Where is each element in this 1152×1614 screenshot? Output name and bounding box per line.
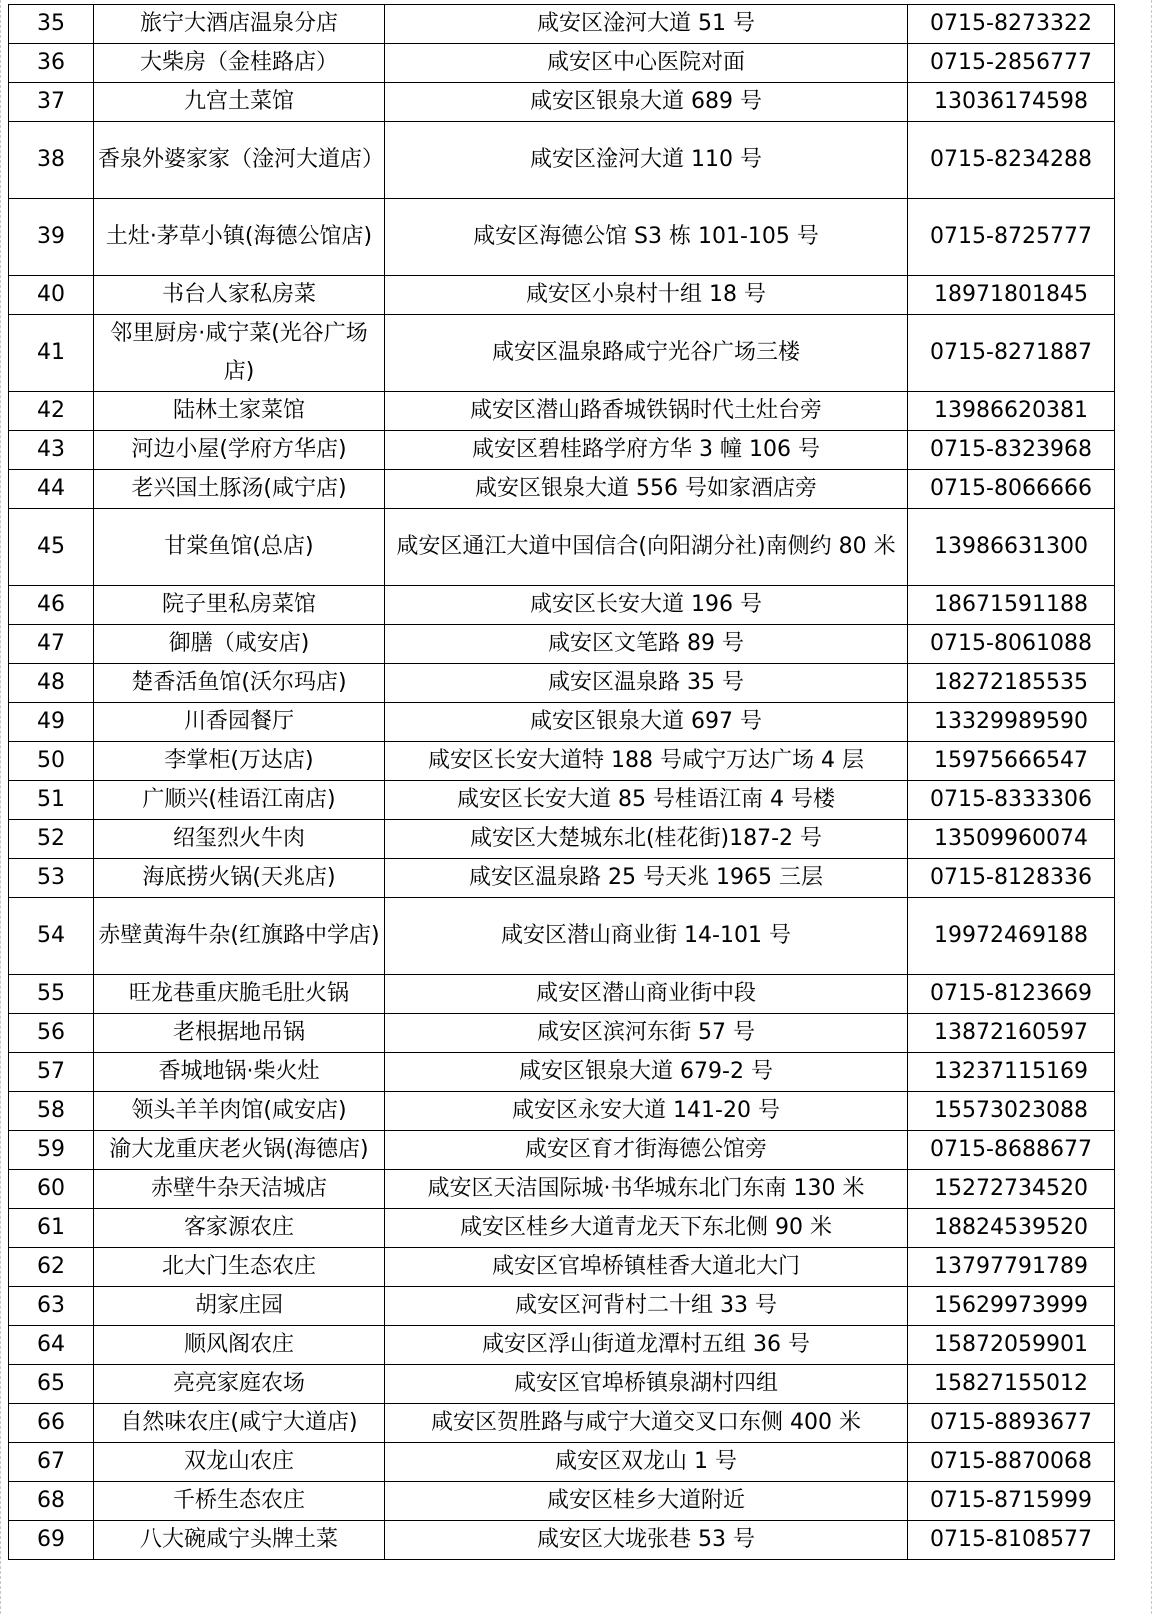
address: 咸安区银泉大道 689 号 (385, 83, 908, 122)
restaurant-name: 渝大龙重庆老火锅(海德店) (94, 1131, 385, 1170)
phone-number: 0715-8123669 (908, 975, 1115, 1014)
table-row (9, 859, 1115, 898)
restaurant-name: 陆林土家菜馆 (94, 392, 385, 431)
address: 咸安区官埠桥镇泉湖村四组 (385, 1365, 908, 1404)
restaurant-name: 赤壁牛杂天洁城店 (94, 1170, 385, 1209)
restaurant-name: 自然味农庄(咸宁大道店) (94, 1404, 385, 1443)
restaurant-name: 老根据地吊锅 (94, 1014, 385, 1053)
table-row (9, 122, 1115, 199)
address: 咸安区银泉大道 556 号如家酒店旁 (385, 470, 908, 509)
restaurant-name: 亮亮家庭农场 (94, 1365, 385, 1404)
restaurant-name: 香城地锅·柴火灶 (94, 1053, 385, 1092)
table-row (9, 392, 1115, 431)
phone-number: 0715-8893677 (908, 1404, 1115, 1443)
restaurant-name: 大柴房（金桂路店） (94, 44, 385, 83)
table-row (9, 898, 1115, 975)
address: 咸安区河背村二十组 33 号 (385, 1287, 908, 1326)
row-number: 42 (9, 392, 94, 431)
address: 咸安区桂乡大道附近 (385, 1482, 908, 1521)
row-number: 59 (9, 1131, 94, 1170)
row-number: 56 (9, 1014, 94, 1053)
address: 咸安区碧桂路学府方华 3 幢 106 号 (385, 431, 908, 470)
row-number: 67 (9, 1443, 94, 1482)
address: 咸安区大楚城东北(桂花街)187-2 号 (385, 820, 908, 859)
phone-number: 13509960074 (908, 820, 1115, 859)
table-row (9, 1131, 1115, 1170)
row-number: 50 (9, 742, 94, 781)
address: 咸安区官埠桥镇桂香大道北大门 (385, 1248, 908, 1287)
address: 咸安区贺胜路与咸宁大道交叉口东侧 400 米 (385, 1404, 908, 1443)
table-row (9, 1443, 1115, 1482)
row-number: 43 (9, 431, 94, 470)
phone-number: 13329989590 (908, 703, 1115, 742)
restaurant-name: 书台人家私房菜 (94, 276, 385, 315)
address: 咸安区双龙山 1 号 (385, 1443, 908, 1482)
phone-number: 0715-8273322 (908, 5, 1115, 44)
phone-number: 0715-2856777 (908, 44, 1115, 83)
table-row (9, 1053, 1115, 1092)
row-number: 38 (9, 122, 94, 199)
table-row (9, 1365, 1115, 1404)
address: 咸安区滨河东街 57 号 (385, 1014, 908, 1053)
row-number: 37 (9, 83, 94, 122)
table-row (9, 5, 1115, 44)
restaurant-name: 院子里私房菜馆 (94, 586, 385, 625)
phone-number: 13797791789 (908, 1248, 1115, 1287)
address: 咸安区文笔路 89 号 (385, 625, 908, 664)
table-row (9, 781, 1115, 820)
row-number: 44 (9, 470, 94, 509)
restaurant-name: 御膳（咸安店) (94, 625, 385, 664)
table-row (9, 431, 1115, 470)
table-body (9, 5, 1115, 1560)
phone-number: 15975666547 (908, 742, 1115, 781)
phone-number: 15872059901 (908, 1326, 1115, 1365)
row-number: 35 (9, 5, 94, 44)
row-number: 58 (9, 1092, 94, 1131)
restaurant-name: 顺风阁农庄 (94, 1326, 385, 1365)
address: 咸安区长安大道特 188 号咸宁万达广场 4 层 (385, 742, 908, 781)
row-number: 63 (9, 1287, 94, 1326)
address: 咸安区银泉大道 679-2 号 (385, 1053, 908, 1092)
row-number: 55 (9, 975, 94, 1014)
row-number: 41 (9, 315, 94, 392)
address: 咸安区潜山商业街 14-101 号 (385, 898, 908, 975)
row-number: 60 (9, 1170, 94, 1209)
restaurant-name: 北大门生态农庄 (94, 1248, 385, 1287)
phone-number: 15272734520 (908, 1170, 1115, 1209)
address: 咸安区潜山商业街中段 (385, 975, 908, 1014)
phone-number: 13036174598 (908, 83, 1115, 122)
row-number: 65 (9, 1365, 94, 1404)
row-number: 53 (9, 859, 94, 898)
address: 咸安区天洁国际城·书华城东北门东南 130 米 (385, 1170, 908, 1209)
address: 咸安区永安大道 141-20 号 (385, 1092, 908, 1131)
address: 咸安区温泉路 25 号天兆 1965 三层 (385, 859, 908, 898)
restaurant-name: 客家源农庄 (94, 1209, 385, 1248)
phone-number: 18824539520 (908, 1209, 1115, 1248)
row-number: 48 (9, 664, 94, 703)
restaurant-name: 领头羊羊肉馆(咸安店) (94, 1092, 385, 1131)
address: 咸安区海德公馆 S3 栋 101-105 号 (385, 199, 908, 276)
table-row (9, 276, 1115, 315)
table-row (9, 1092, 1115, 1131)
address: 咸安区温泉路咸宁光谷广场三楼 (385, 315, 908, 392)
table-row (9, 625, 1115, 664)
table-row (9, 1482, 1115, 1521)
table-row (9, 1209, 1115, 1248)
restaurant-name: 邻里厨房·咸宁菜(光谷广场店) (94, 315, 385, 392)
row-number: 64 (9, 1326, 94, 1365)
row-number: 47 (9, 625, 94, 664)
restaurant-name: 九宫土菜馆 (94, 83, 385, 122)
phone-number: 0715-8323968 (908, 431, 1115, 470)
table-row (9, 1404, 1115, 1443)
restaurant-name: 千桥生态农庄 (94, 1482, 385, 1521)
phone-number: 13986631300 (908, 509, 1115, 586)
row-number: 45 (9, 509, 94, 586)
phone-number: 13237115169 (908, 1053, 1115, 1092)
restaurant-name: 海底捞火锅(天兆店) (94, 859, 385, 898)
phone-number: 0715-8333306 (908, 781, 1115, 820)
table-row (9, 1521, 1115, 1560)
restaurant-table (8, 4, 1115, 1560)
address: 咸安区桂乡大道青龙天下东北侧 90 米 (385, 1209, 908, 1248)
table-row (9, 1287, 1115, 1326)
restaurant-name: 楚香活鱼馆(沃尔玛店) (94, 664, 385, 703)
address: 咸安区大垅张巷 53 号 (385, 1521, 908, 1560)
address: 咸安区淦河大道 110 号 (385, 122, 908, 199)
table-row (9, 44, 1115, 83)
address: 咸安区淦河大道 51 号 (385, 5, 908, 44)
phone-number: 0715-8061088 (908, 625, 1115, 664)
row-number: 52 (9, 820, 94, 859)
table-row (9, 975, 1115, 1014)
row-number: 51 (9, 781, 94, 820)
table-row (9, 470, 1115, 509)
restaurant-name: 河边小屋(学府方华店) (94, 431, 385, 470)
restaurant-name: 老兴国土豚汤(咸宁店) (94, 470, 385, 509)
address: 咸安区浮山街道龙潭村五组 36 号 (385, 1326, 908, 1365)
table-row (9, 509, 1115, 586)
phone-number: 19972469188 (908, 898, 1115, 975)
row-number: 40 (9, 276, 94, 315)
address: 咸安区温泉路 35 号 (385, 664, 908, 703)
restaurant-name: 旅宁大酒店温泉分店 (94, 5, 385, 44)
restaurant-name: 双龙山农庄 (94, 1443, 385, 1482)
phone-number: 0715-8066666 (908, 470, 1115, 509)
row-number: 62 (9, 1248, 94, 1287)
table-row (9, 664, 1115, 703)
row-number: 54 (9, 898, 94, 975)
address: 咸安区中心医院对面 (385, 44, 908, 83)
phone-number: 0715-8688677 (908, 1131, 1115, 1170)
phone-number: 0715-8128336 (908, 859, 1115, 898)
restaurant-name: 香泉外婆家家（淦河大道店） (94, 122, 385, 199)
table-row (9, 83, 1115, 122)
address: 咸安区通江大道中国信合(向阳湖分社)南侧约 80 米 (385, 509, 908, 586)
row-number: 66 (9, 1404, 94, 1443)
address: 咸安区长安大道 196 号 (385, 586, 908, 625)
restaurant-name: 土灶·茅草小镇(海德公馆店) (94, 199, 385, 276)
address: 咸安区银泉大道 697 号 (385, 703, 908, 742)
table-row (9, 742, 1115, 781)
table-row (9, 315, 1115, 392)
table-row (9, 1326, 1115, 1365)
address: 咸安区育才街海德公馆旁 (385, 1131, 908, 1170)
table-row (9, 586, 1115, 625)
row-number: 46 (9, 586, 94, 625)
address: 咸安区小泉村十组 18 号 (385, 276, 908, 315)
restaurant-name: 旺龙巷重庆脆毛肚火锅 (94, 975, 385, 1014)
phone-number: 0715-8725777 (908, 199, 1115, 276)
table-row (9, 1014, 1115, 1053)
phone-number: 13872160597 (908, 1014, 1115, 1053)
phone-number: 0715-8271887 (908, 315, 1115, 392)
phone-number: 0715-8715999 (908, 1482, 1115, 1521)
phone-number: 13986620381 (908, 392, 1115, 431)
phone-number: 15573023088 (908, 1092, 1115, 1131)
row-number: 36 (9, 44, 94, 83)
row-number: 39 (9, 199, 94, 276)
phone-number: 15827155012 (908, 1365, 1115, 1404)
restaurant-name: 胡家庄园 (94, 1287, 385, 1326)
row-number: 69 (9, 1521, 94, 1560)
restaurant-name: 甘棠鱼馆(总店) (94, 509, 385, 586)
phone-number: 0715-8870068 (908, 1443, 1115, 1482)
table-row (9, 199, 1115, 276)
restaurant-name: 广顺兴(桂语江南店) (94, 781, 385, 820)
restaurant-name: 川香园餐厅 (94, 703, 385, 742)
address: 咸安区长安大道 85 号桂语江南 4 号楼 (385, 781, 908, 820)
table-row (9, 1170, 1115, 1209)
address: 咸安区潜山路香城铁锅时代土灶台旁 (385, 392, 908, 431)
restaurant-name: 赤壁黄海牛杂(红旗路中学店) (94, 898, 385, 975)
phone-number: 15629973999 (908, 1287, 1115, 1326)
restaurant-name: 李掌柜(万达店) (94, 742, 385, 781)
row-number: 57 (9, 1053, 94, 1092)
phone-number: 18272185535 (908, 664, 1115, 703)
restaurant-name: 八大碗咸宁头牌土菜 (94, 1521, 385, 1560)
table-row (9, 820, 1115, 859)
row-number: 49 (9, 703, 94, 742)
row-number: 61 (9, 1209, 94, 1248)
phone-number: 18671591188 (908, 586, 1115, 625)
row-number: 68 (9, 1482, 94, 1521)
phone-number: 18971801845 (908, 276, 1115, 315)
phone-number: 0715-8108577 (908, 1521, 1115, 1560)
restaurant-name: 绍玺烈火牛肉 (94, 820, 385, 859)
table-row (9, 703, 1115, 742)
phone-number: 0715-8234288 (908, 122, 1115, 199)
table-row (9, 1248, 1115, 1287)
